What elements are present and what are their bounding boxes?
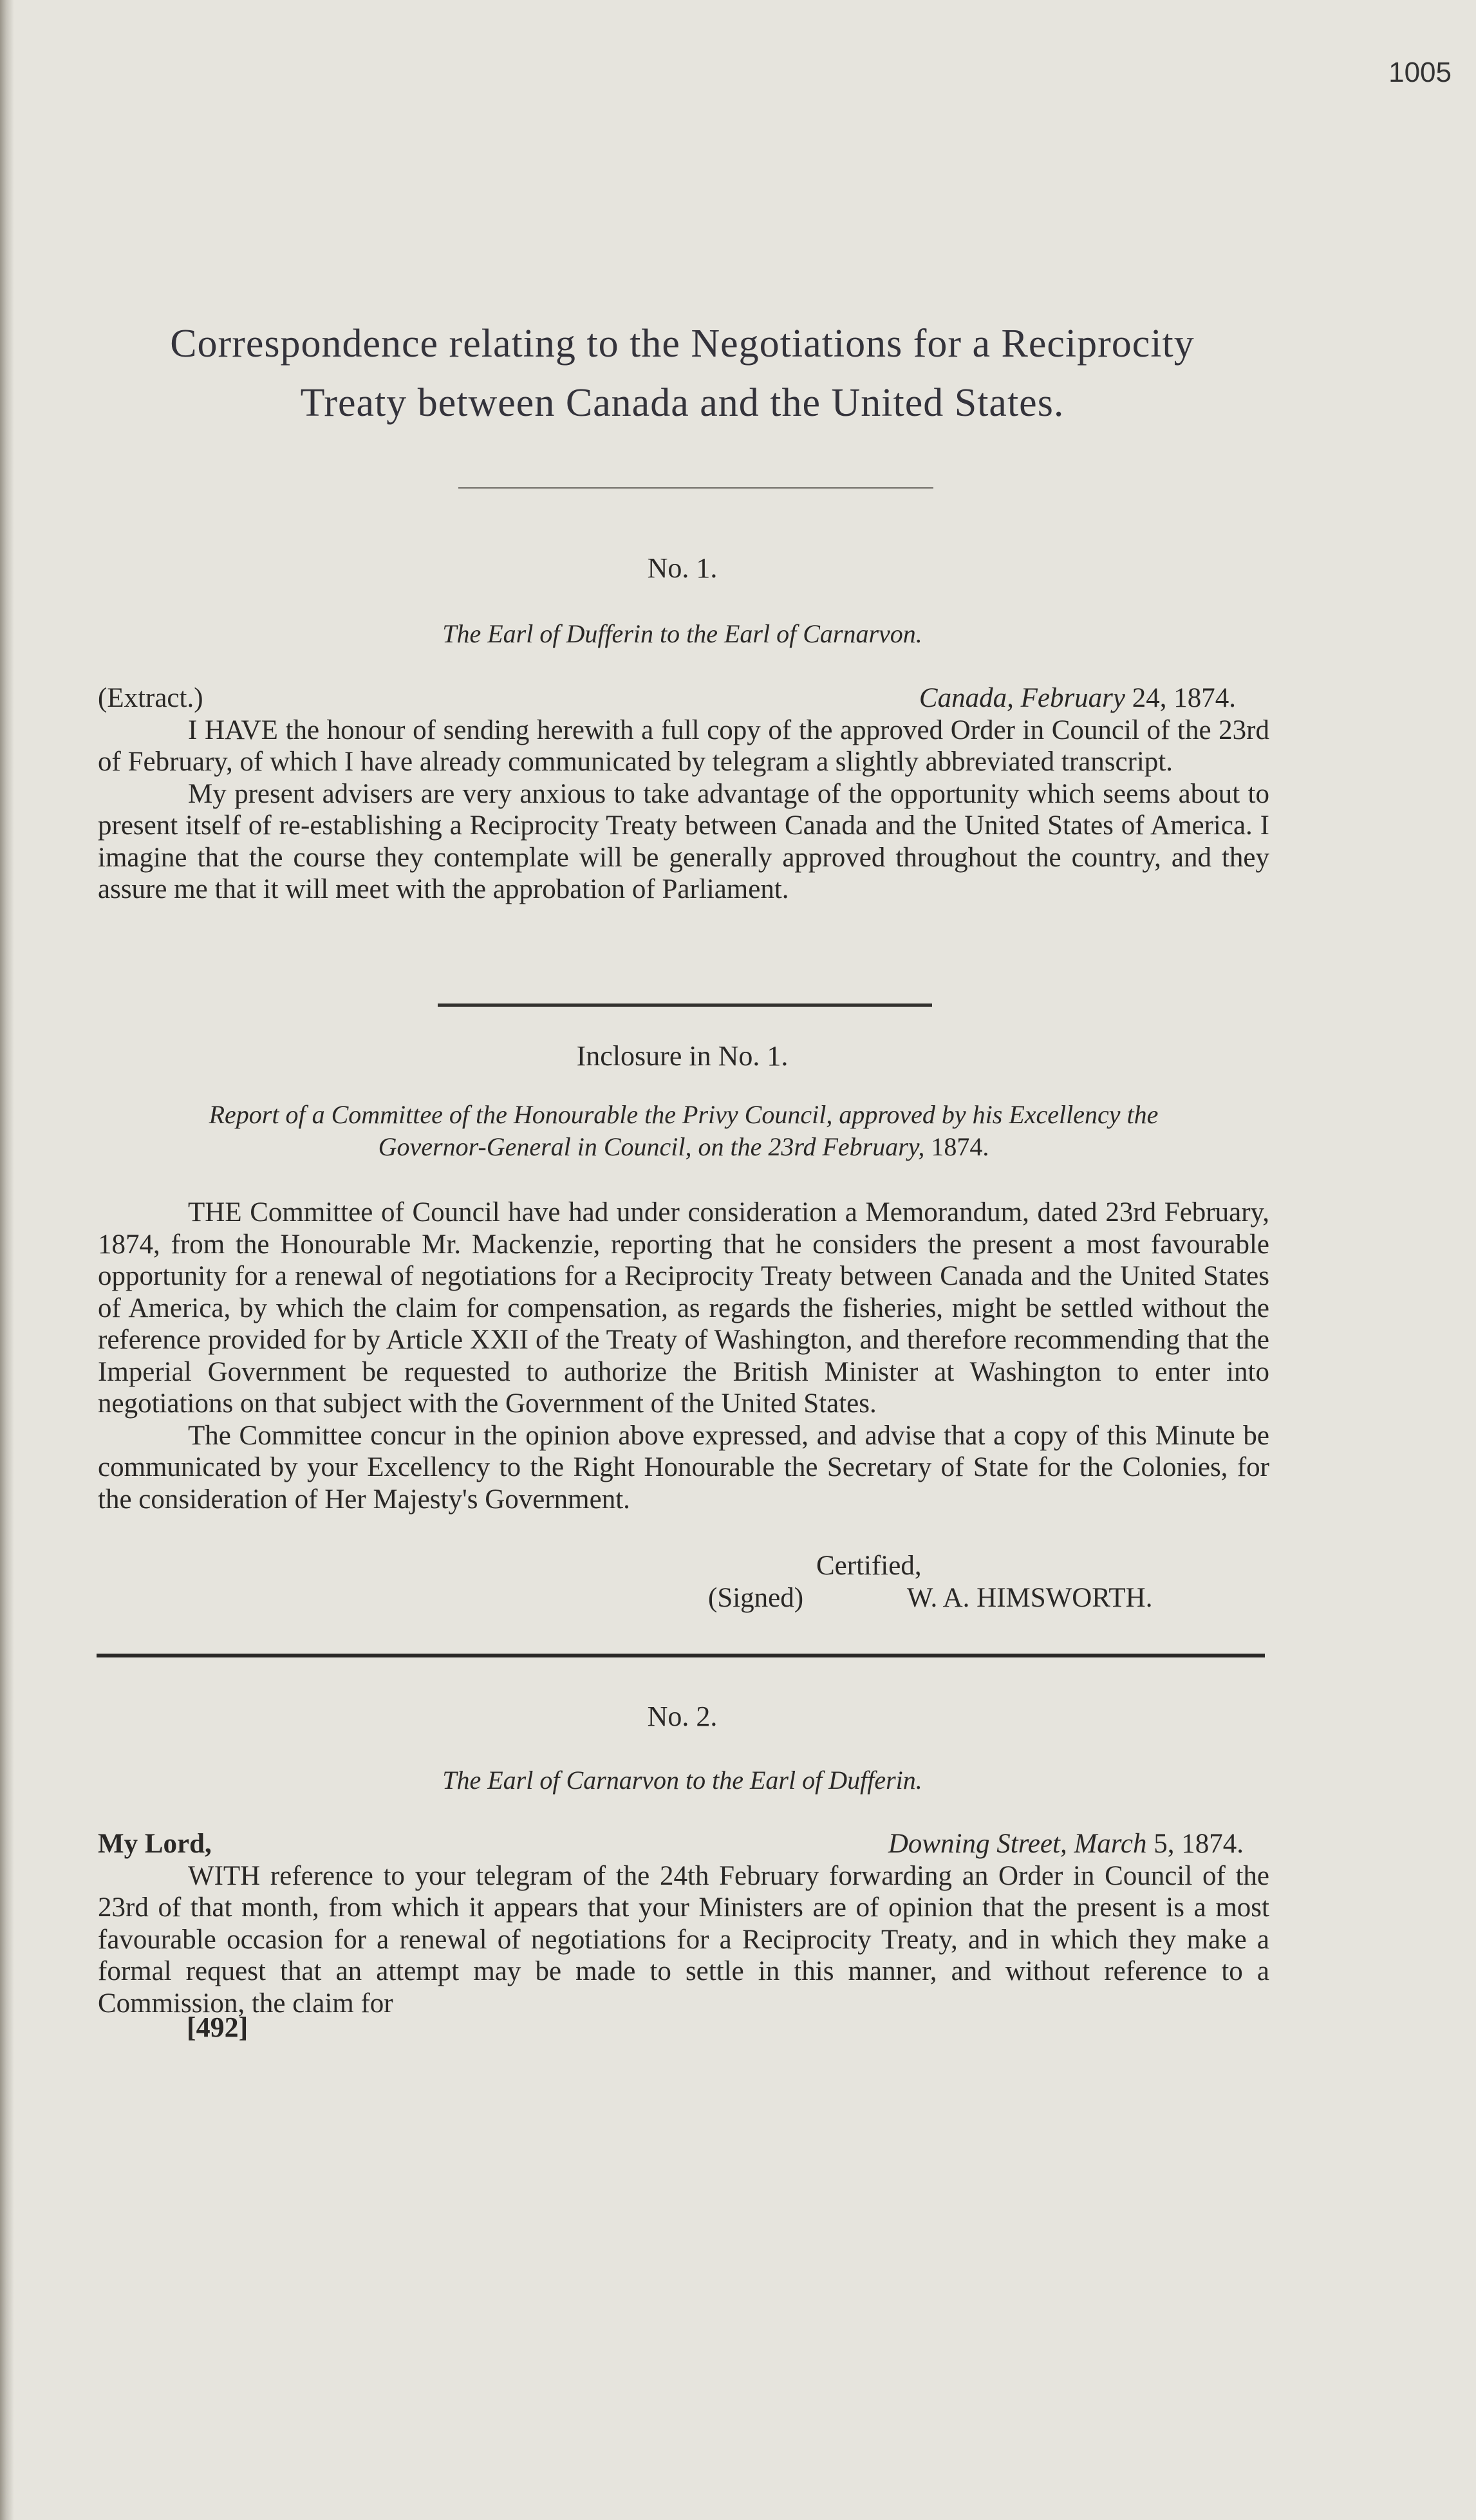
doc1-paragraph-2: My present advisers are very anxious to take advantage of the opportunity which seems about to present itself of re-establishing a Reciprocity Treaty between Canada and the United States of America. I imagine that the course they contemplate will be generally approved throughout the country, and they assure me that it will meet with the approbation of Parliament. [98, 778, 1269, 904]
section-divider [438, 1003, 932, 1007]
doc2-date [888, 1828, 1244, 1860]
doc1-number: No. 1. [647, 552, 718, 584]
report-title-line-1: Report of a Committee of the Honourable the Privy Council, approved by his Excellency the [209, 1100, 1159, 1129]
doc2-paragraph-1: WITH reference to your telegram of the 24th February forwarding an Order in Council of the 23rd of that month, from which it appears that your Ministers are of opinion that the present is a most favourable occasion for a renewal of negotiations for a Reciprocity Treaty, and in which they make a formal request that an attempt may be made to settle in this manner, and without reference to a Commission, the claim for [98, 1860, 1269, 2019]
signature-block [708, 1550, 1287, 1614]
signed-line [708, 1582, 1287, 1614]
extract-label: (Extract.) [98, 683, 203, 713]
doc1-date-day: 24, 1874. [1125, 683, 1236, 713]
inclosure-heading: Inclosure in No. 1. [576, 1040, 789, 1072]
title-line-2: Treaty between Canada and the United States. [300, 381, 1065, 425]
doc2-number: No. 2. [647, 1701, 718, 1732]
inclosure-paragraph-1: THE Committee of Council have had under consideration a Memorandum, dated 23rd February, 1874, from the Honourable Mr. Mackenzie, reporting that he considers the present a most favourable opportunity for a renewal of negotiations for a Reciprocity Treaty between Canada and the United States of America, by which the claim for compensation, as regards the fisheries, might be settled without the reference provided for by Article XXII of the Treaty of Washington, and therefore recommending that the Imperial Government be requested to authorize the British Minister at Washington to enter into negotiations on that subject with the Government of the United States. [98, 1197, 1269, 1419]
salutation: My Lord, [98, 1829, 212, 1859]
document-divider [97, 1654, 1265, 1657]
doc2-dateline [98, 1828, 1269, 1860]
doc1-date-place: Canada, February [919, 683, 1125, 713]
page-number: 1005 [1388, 57, 1452, 88]
inclosure-body [98, 1197, 1269, 1515]
report-title-line-2-text: Governor-General in Council, on the 23rd February, [378, 1132, 925, 1161]
signer-name: W. A. HIMSWORTH. [906, 1583, 1153, 1613]
doc2-body [98, 1828, 1269, 2019]
doc1-paragraph-1: I HAVE the honour of sending herewith a full copy of the approved Order in Council of the 23rd of February, of which I have already communicated by telegram a slightly abbreviated transcript. [98, 714, 1269, 777]
certified-label: Certified, [816, 1551, 922, 1581]
inclosure-paragraph-2: The Committee concur in the opinion above expressed, and advise that a copy of this Minute be communicated by your Excellency to the Right Honourable the Secretary of State for the Colonies, for the consideration of Her Majesty's Government. [98, 1420, 1269, 1515]
signed-label: (Signed) [708, 1583, 804, 1613]
document-title [0, 314, 1365, 433]
sheet-signature-mark: [492] [187, 2011, 248, 2043]
report-title-line-2-year: 1874. [924, 1132, 989, 1161]
title-line-1: Correspondence relating to the Negotiations for a Reciprocity [170, 322, 1195, 366]
report-title-line-2 [98, 1131, 1269, 1163]
doc1-caption: The Earl of Dufferin to the Earl of Carnarvon. [442, 619, 922, 648]
doc2-date-day: 5, 1874. [1146, 1829, 1244, 1859]
doc1-dateline [98, 682, 1269, 714]
doc1-body [98, 682, 1269, 906]
doc1-date [919, 682, 1236, 714]
title-divider [458, 487, 933, 489]
doc2-caption: The Earl of Carnarvon to the Earl of Dufferin. [442, 1766, 922, 1795]
doc2-date-place: Downing Street, March [888, 1829, 1147, 1859]
report-title [98, 1099, 1269, 1163]
